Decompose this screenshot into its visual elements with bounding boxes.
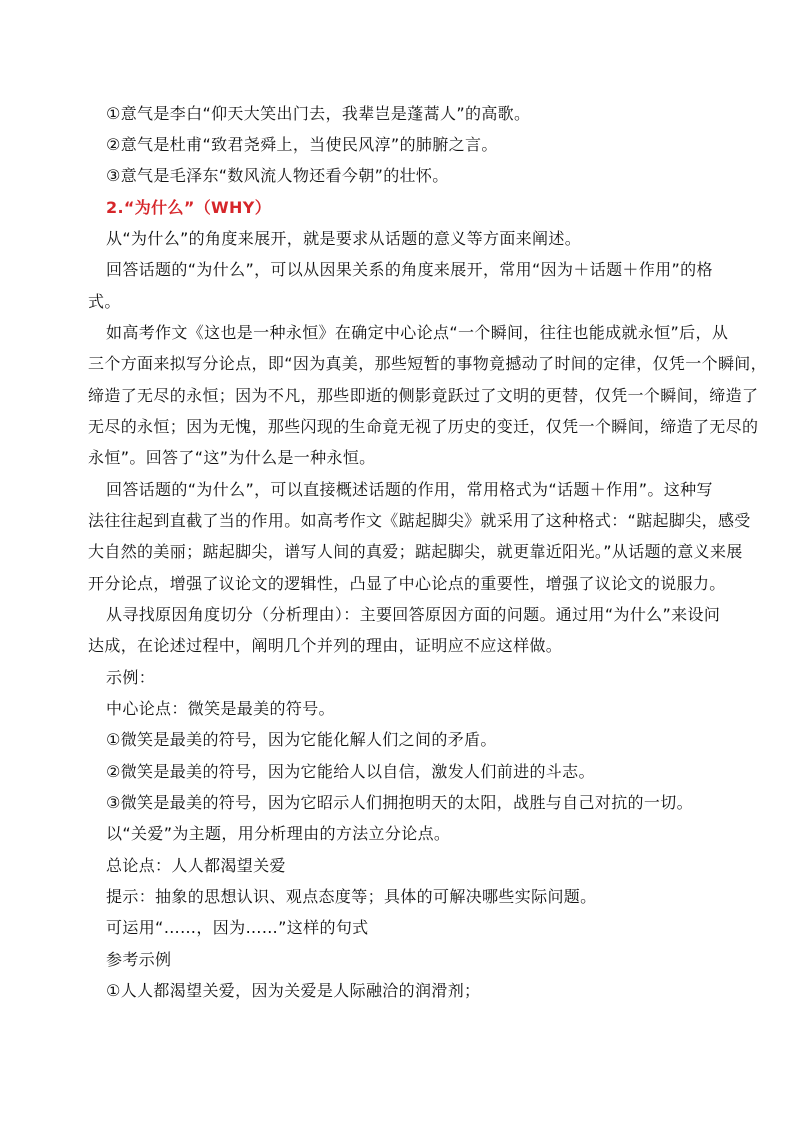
paragraph-line: 缔造了无尽的永恒；因为不凡，那些即逝的侧影竟跃过了文明的更替，仅凭一个瞬间，缔造了 (88, 386, 759, 405)
paragraph-line: 从“为什么”的角度来展开，就是要求从话题的意义等方面来阐述。 (106, 229, 582, 248)
central-thesis: 中心论点：微笑是最美的符号。 (106, 699, 335, 718)
paragraph-line: 法往往起到直截了当的作用。如高考作文《踮起脚尖》就采用了这种格式：“踮起脚尖，感受 (88, 511, 751, 530)
reference-example-1: ①人人都渴望关爱，因为关爱是人际融洽的润滑剂； (106, 981, 481, 1000)
example-line-1: ①意气是李白“仰天大笑出门去，我辈岂是蓬蒿人”的高歌。 (106, 104, 531, 123)
example-point-3: ③微笑是最美的符号，因为它昭示人们拥抱明天的太阳，战胜与自己对抗的一切。 (106, 793, 693, 812)
paragraph-line: 回答话题的“为什么”，可以直接概述话题的作用，常用格式为“话题＋作用”。这种写 (106, 480, 713, 499)
hint-line: 提示：抽象的思想认识、观点态度等；具体的可解决哪些实际问题。 (106, 887, 597, 906)
paragraph-line: 大自然的美丽；踮起脚尖，谱写人间的真爱；踮起脚尖，就更靠近阳光。”从话题的意义来展 (88, 542, 743, 561)
exercise-prompt: 以“关爱”为主题，用分析理由的方法立分论点。 (106, 824, 451, 843)
example-line-2: ②意气是杜甫“致君尧舜上，当使民风淳”的肺腑之言。 (106, 135, 498, 154)
example-point-1: ①微笑是最美的符号，因为它能化解人们之间的矛盾。 (106, 730, 497, 749)
paragraph-line: 三个方面来拟写分论点，即“因为真美，那些短暂的事物竟撼动了时间的定律，仅凭一个瞬间， (88, 354, 767, 373)
example-point-2: ②微笑是最美的符号，因为它能给人以自信，激发人们前进的斗志。 (106, 762, 595, 781)
paragraph-line: 达成，在论述过程中，阐明几个并列的理由，证明应不应这样做。 (88, 636, 563, 655)
paragraph-line: 回答话题的“为什么”，可以从因果关系的角度来展开，常用“因为＋话题＋作用”的格 (106, 260, 713, 279)
paragraph-line: 式。 (88, 292, 121, 311)
example-label: 示例： (106, 668, 156, 687)
example-line-3: ③意气是毛泽东“数风流人物还看今朝”的壮怀。 (106, 166, 449, 185)
paragraph-line: 永恒”。回答了“这”为什么是一种永恒。 (88, 448, 376, 467)
paragraph-line: 开分论点，增强了议论文的逻辑性，凸显了中心论点的重要性，增强了议论文的说服力。 (88, 574, 726, 593)
overall-thesis: 总论点：人人都渴望关爱 (106, 856, 286, 875)
section-heading-why: 2.“为什么”（WHY） (106, 198, 272, 217)
paragraph-line: 无尽的永恒；因为无愧，那些闪现的生命竟无视了历史的变迁，仅凭一个瞬间，缔造了无尽的 (88, 417, 759, 436)
paragraph-line: 从寻找原因角度切分（分析理由）：主要回答原因方面的问题。通过用“为什么”来设问 (106, 605, 721, 624)
sentence-pattern-line: 可运用“……，因为……”这样的句式 (106, 918, 369, 937)
paragraph-line: 如高考作文《这也是一种永恒》在确定中心论点“一个瞬间，往往也能成就永恒”后，从 (106, 323, 729, 342)
reference-example-label: 参考示例 (106, 950, 172, 969)
